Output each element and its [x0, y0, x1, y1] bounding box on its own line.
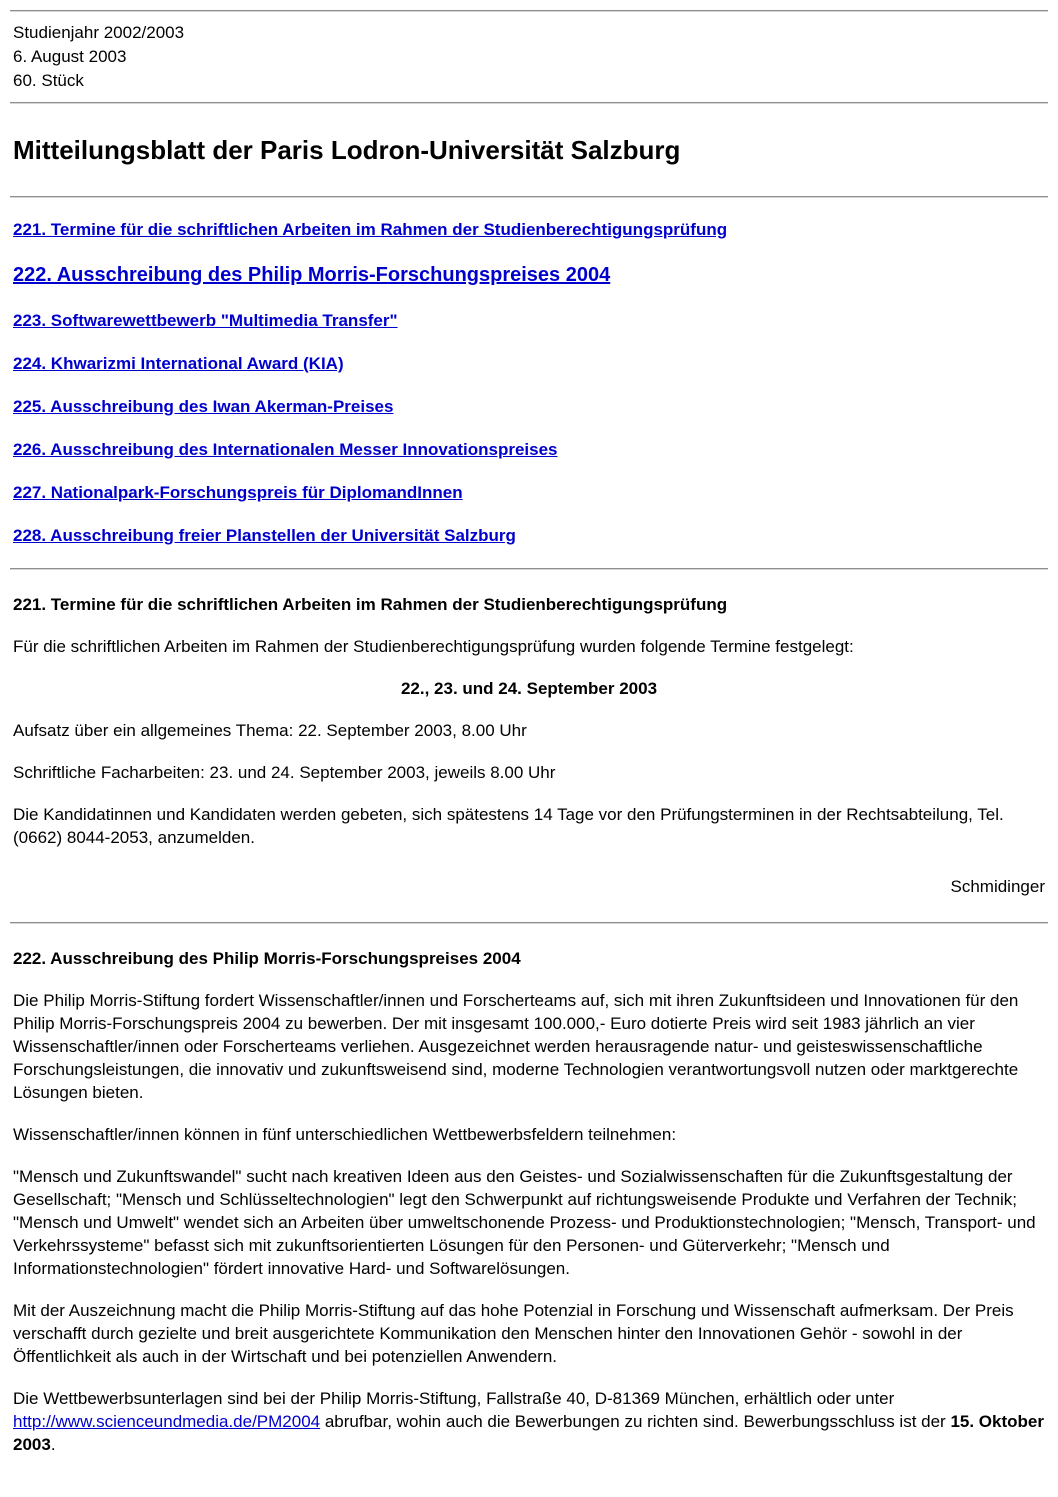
masthead-stueck: 60. Stück [13, 71, 84, 90]
section-221-facharbeiten: Schriftliche Facharbeiten: 23. und 24. September 2003, jeweils 8.00 Uhr [13, 763, 556, 782]
section-222-paragraph-5 [13, 1387, 1045, 1456]
section-221 [13, 594, 1045, 898]
toc-item-226 [13, 439, 1045, 461]
section-222-heading: 222. Ausschreibung des Philip Morris-Forschungspreises 2004 [13, 949, 521, 968]
toc-divider [10, 568, 1048, 570]
toc-link-222[interactable]: 222. Ausschreibung des Philip Morris-Forschungspreises 2004 [13, 264, 611, 286]
section-221-intro: Für die schriftlichen Arbeiten im Rahmen der Studienberechtigungsprüfung wurden folgende Termine festgelegt: [13, 637, 854, 656]
section-221-heading: 221. Termine für die schriftlichen Arbeiten im Rahmen der Studienberechtigungsprüfung [13, 595, 728, 614]
toc-item-223 [13, 310, 1045, 332]
toc-link-224[interactable]: 224. Khwarizmi International Award (KIA) [13, 354, 344, 373]
toc-item-222 [13, 262, 1045, 289]
toc-item-224 [13, 353, 1045, 375]
section-222-paragraph-4: Mit der Auszeichnung macht die Philip Morris-Stiftung auf das hohe Potenzial in Forschung und Wissenschaft aufmerksam. Der Preis verschafft durch gezielte und breit ausgerichtete Kommunikation den Menschen hinter den Innovationen Gehör - sowohl in der Öffentlichkeit als auch in der Wirtschaft und bei potenziellen Anwendern. [13, 1301, 1014, 1366]
masthead-studienjahr: Studienjahr 2002/2003 [13, 23, 185, 42]
masthead [13, 21, 1045, 93]
section-222-paragraph-3: "Mensch und Zukunftswandel" sucht nach kreativen Ideen aus den Geistes- und Sozialwissenschaften für die Zukunftsgestaltung der Gesellschaft; "Mensch und Schlüsseltechnologien" legt den Schwerpunkt auf richtungsweisende Produkte und Verfahren der Technik; "Mensch und Umwelt" wendet sich an Arbeiten über umweltschonende Prozess- und Produktionstechnologien; "Mensch, Transport- und Verkehrssysteme" befasst sich mit zukunftsorientierten Lösungen für den Personen- und Güterverkehr; "Mensch und Informationstechnologien" fördert innovative Hard- und Softwarelösungen. [13, 1167, 1036, 1278]
toc-item-221 [13, 219, 1045, 241]
section-222-paragraph-2: Wissenschaftler/innen können in fünf unterschiedlichen Wettbewerbsfeldern teilnehmen: [13, 1125, 677, 1144]
section-221-aufsatz: Aufsatz über ein allgemeines Thema: 22. September 2003, 8.00 Uhr [13, 721, 527, 740]
toc-item-227 [13, 482, 1045, 504]
table-of-contents [13, 219, 1045, 547]
top-divider [10, 10, 1048, 12]
toc-item-225 [13, 396, 1045, 418]
signature-schmidinger: Schmidinger [950, 877, 1045, 896]
toc-link-226[interactable]: 226. Ausschreibung des Internationalen Messer Innovationspreises [13, 440, 558, 459]
toc-item-228 [13, 525, 1045, 547]
deadline-date: 15. Oktober 2003 [13, 1412, 1044, 1454]
toc-link-225[interactable]: 225. Ausschreibung des Iwan Akerman-Preises [13, 397, 394, 416]
toc-link-227[interactable]: 227. Nationalpark-Forschungspreis für DiplomandInnen [13, 483, 463, 502]
unterlagen-text-before-link: Die Wettbewerbsunterlagen sind bei der Philip Morris-Stiftung, Fallstraße 40, D-81369 München, erhältlich oder unter [13, 1389, 895, 1408]
deadline-period: . [50, 1435, 56, 1454]
masthead-divider [10, 102, 1048, 104]
pm2004-link[interactable]: http://www.scienceundmedia.de/PM2004 [13, 1412, 321, 1431]
section-221-anmeldung: Die Kandidatinnen und Kandidaten werden gebeten, sich spätestens 14 Tage vor den Prüfungsterminen in der Rechtsabteilung, Tel. (0662) 8044-2053, anzumelden. [13, 805, 1004, 847]
toc-link-223[interactable]: 223. Softwarewettbewerb "Multimedia Transfer" [13, 311, 398, 330]
section-222 [13, 948, 1045, 1456]
title-divider [10, 196, 1048, 198]
toc-link-228[interactable]: 228. Ausschreibung freier Planstellen der Universität Salzburg [13, 526, 516, 545]
masthead-date: 6. August 2003 [13, 47, 127, 66]
toc-link-221[interactable]: 221. Termine für die schriftlichen Arbeiten im Rahmen der Studienberechtigungsprüfung [13, 220, 728, 239]
unterlagen-text-after-link: abrufbar, wohin auch die Bewerbungen zu richten sind. Bewerbungsschluss ist der [320, 1412, 951, 1431]
section-221-dates: 22., 23. und 24. September 2003 [400, 679, 658, 698]
section-222-paragraph-1: Die Philip Morris-Stiftung fordert Wissenschaftler/innen und Forscherteams auf, sich mit ihren Zukunftsideen und Innovationen für den Philip Morris-Forschungspreis 2004 zu bewerben. Der mit insgesamt 100.000,- Euro dotierte Preis wird seit 1983 jährlich an vier Wissenschaftler/innen oder Forscherteams verliehen. Ausgezeichnet werden herausragende natur- und geisteswissenschaftliche Forschungsleistungen, die innovativ und zukunftsweisend sind, moderne Technologien verantwortungsvoll nutzen oder marktgerechte Lösungen bieten. [13, 991, 1019, 1102]
page-title: Mitteilungsblatt der Paris Lodron-Universität Salzburg [13, 135, 681, 165]
section-divider [10, 922, 1048, 924]
